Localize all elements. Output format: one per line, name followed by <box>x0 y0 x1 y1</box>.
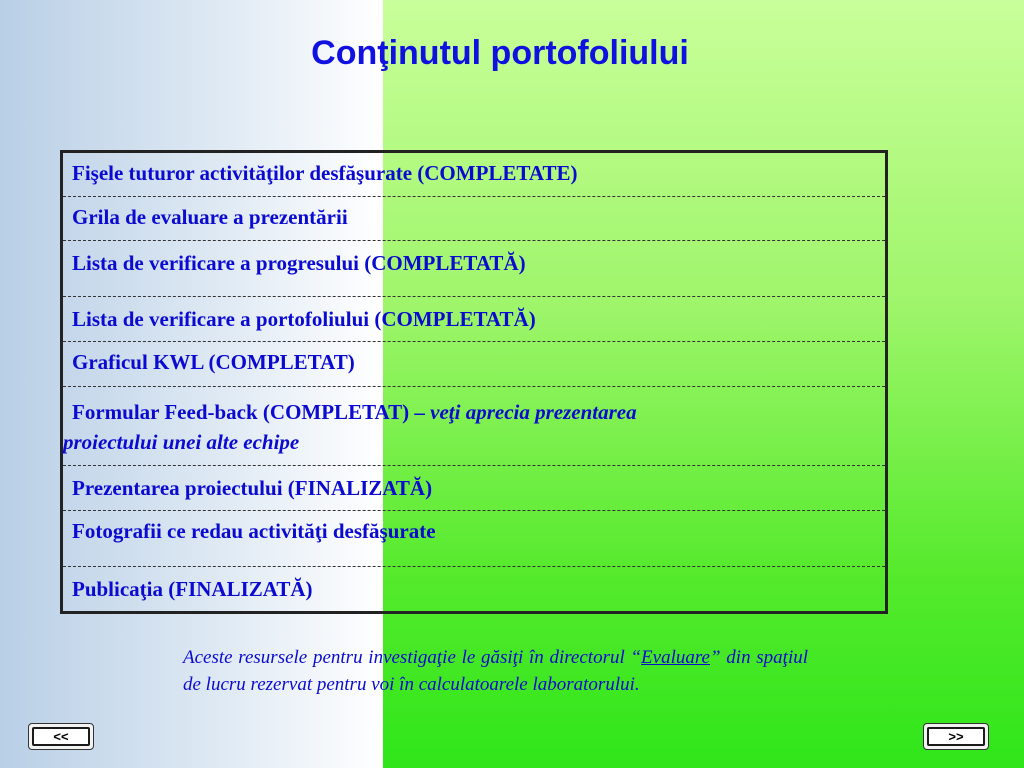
next-slide-label: >> <box>927 727 985 746</box>
table-row <box>63 342 885 387</box>
table-row-text: Lista de verificare a progresului (COMPLETATĂ) <box>72 251 526 275</box>
contents-table <box>60 150 888 614</box>
table-row <box>63 197 885 241</box>
table-row-text: Grila de evaluare a prezentării <box>72 205 348 229</box>
table-row <box>63 153 885 197</box>
table-row-italic-text: veţi aprecia prezentarea <box>430 400 637 424</box>
table-row <box>63 567 885 611</box>
next-slide-button[interactable] <box>923 723 989 750</box>
table-row <box>63 297 885 342</box>
table-row <box>63 387 885 466</box>
resources-note <box>183 644 808 698</box>
table-row-text: Graficul KWL (COMPLETAT) <box>72 350 355 374</box>
previous-slide-label: << <box>32 727 90 746</box>
table-row <box>63 241 885 297</box>
table-row <box>63 466 885 511</box>
table-row-text: Lista de verificare a portofoliului (COMPLETATĂ) <box>72 307 536 331</box>
table-row-text: Fişele tuturor activităţilor desfăşurate (COMPLETATE) <box>72 161 578 185</box>
table-row-italic-continuation: proiectului unei alte echipe <box>63 430 300 454</box>
evaluare-folder-link[interactable]: Evaluare <box>641 647 710 668</box>
table-row <box>63 511 885 567</box>
table-row-text: Prezentarea proiectului (FINALIZATĂ) <box>72 476 433 500</box>
table-row-text: Formular Feed-back (COMPLETAT) – <box>72 400 431 424</box>
table-row-text: Publicaţia (FINALIZATĂ) <box>72 577 313 601</box>
previous-slide-button[interactable] <box>28 723 94 750</box>
page-title: Conţinutul portofoliului <box>311 34 689 72</box>
table-row-text: Fotografii ce redau activităţi desfăşurate <box>72 519 436 543</box>
note-text-after: ” din spaţiul de lucru rezervat pentru voi în calculatoarele laboratorului. <box>183 647 809 695</box>
note-text-before: Aceste resursele pentru investigaţie le găsiţi în directorul “ <box>183 647 642 668</box>
